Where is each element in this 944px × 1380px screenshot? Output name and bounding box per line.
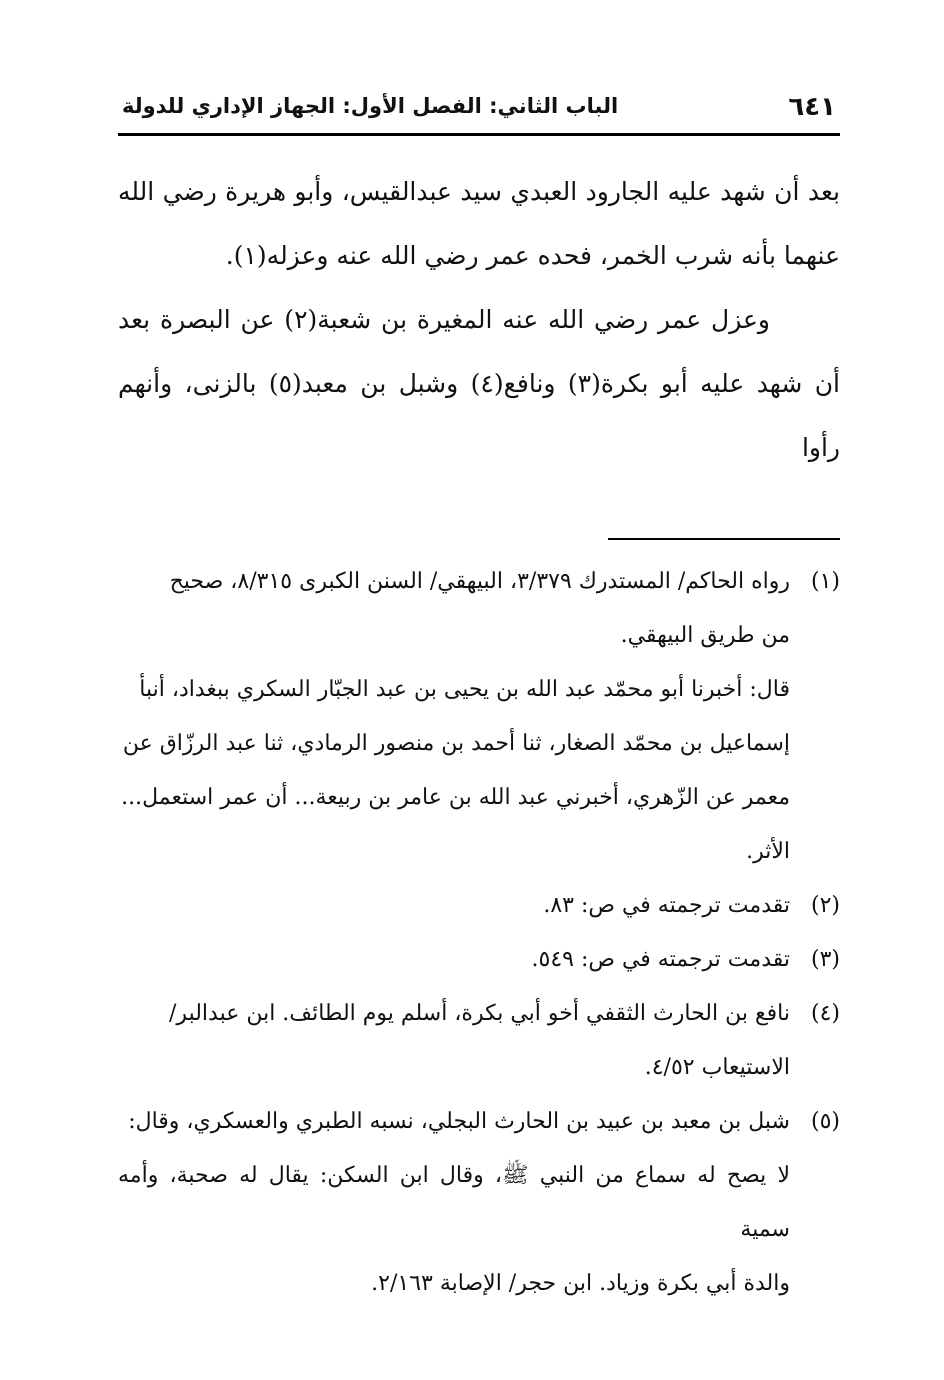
footnote-line: والدة أبي بكرة وزياد. ابن حجر/ الإصابة ٢/١٦٣. — [371, 1271, 790, 1296]
footnote-line: رواه الحاكم/ المستدرك ٣/٣٧٩، البيهقي/ السنن الكبرى ٨/٣١٥، صحيح — [169, 569, 790, 594]
footnote-line: الاستيعاب ٤/٥٢. — [644, 1055, 790, 1080]
main-paragraph-2: وعزل عمر رضي الله عنه المغيرة بن شعبة(٢) عن البصرة بعد أن شهد عليه أبو بكرة(٣) ونافع(٤) وشبل بن معبد(٥) بالزنى، وأنهم رأوا — [118, 305, 841, 462]
footnote-line: الأثر. — [746, 839, 790, 864]
footnote-line: شبل بن معبد بن عبيد بن الحارث البجلي، نسبه الطبري والعسكري، وقال: — [128, 1109, 790, 1134]
footnote-line: من طريق البيهقي. — [620, 623, 790, 648]
footnote-2 — [118, 879, 840, 933]
footnote-number: (٤) — [810, 1001, 840, 1026]
footnote-3 — [118, 933, 840, 987]
main-text — [118, 160, 840, 480]
footnote-line: إسماعيل بن محمّد الصغار، ثنا أحمد بن منصور الرمادي، ثنا عبد الرزّاق عن — [122, 731, 790, 756]
footnote-line: نافع بن الحارث الثقفي أخو أبي بكرة، أسلم يوم الطائف. ابن عبدالبر/ — [169, 1001, 790, 1026]
footnotes — [118, 555, 840, 1311]
footnote-4 — [118, 987, 840, 1095]
footnote-line: لا يصح له سماع من النبي ﷺ، وقال ابن السكن: يقال له صحبة، وأمه سمية — [118, 1163, 790, 1242]
footnote-number: (٢) — [810, 893, 840, 918]
footnote-number: (٣) — [810, 947, 840, 972]
header-rule — [118, 133, 840, 136]
page-number: ٦٤١ — [788, 92, 836, 122]
footnote-number: (٥) — [810, 1109, 840, 1134]
page-header — [118, 90, 840, 130]
footnote-line: قال: أخبرنا أبو محمّد عبد الله بن يحيى بن عبد الجبّار السكري ببغداد، أنبأ — [139, 677, 790, 702]
running-title: الباب الثاني: الفصل الأول: الجهاز الإداري للدولة — [122, 94, 619, 118]
footnote-line: تقدمت ترجمته في ص: ٨٣. — [543, 893, 790, 918]
footnote-number: (١) — [810, 569, 840, 594]
footnote-1 — [118, 555, 840, 879]
footnote-5 — [118, 1095, 840, 1311]
footnote-separator — [608, 538, 840, 540]
footnote-line: معمر عن الزّهري، أخبرني عبد الله بن عامر بن ربيعة... أن عمر استعمل... — [121, 785, 790, 810]
footnote-line: تقدمت ترجمته في ص: ٥٤٩. — [531, 947, 790, 972]
main-paragraph-1: بعد أن شهد عليه الجارود العبدي سيد عبدالقيس، وأبو هريرة رضي الله عنهما بأنه شرب الخمر، فحده عمر رضي الله عنه وعزله(١). — [118, 177, 840, 270]
